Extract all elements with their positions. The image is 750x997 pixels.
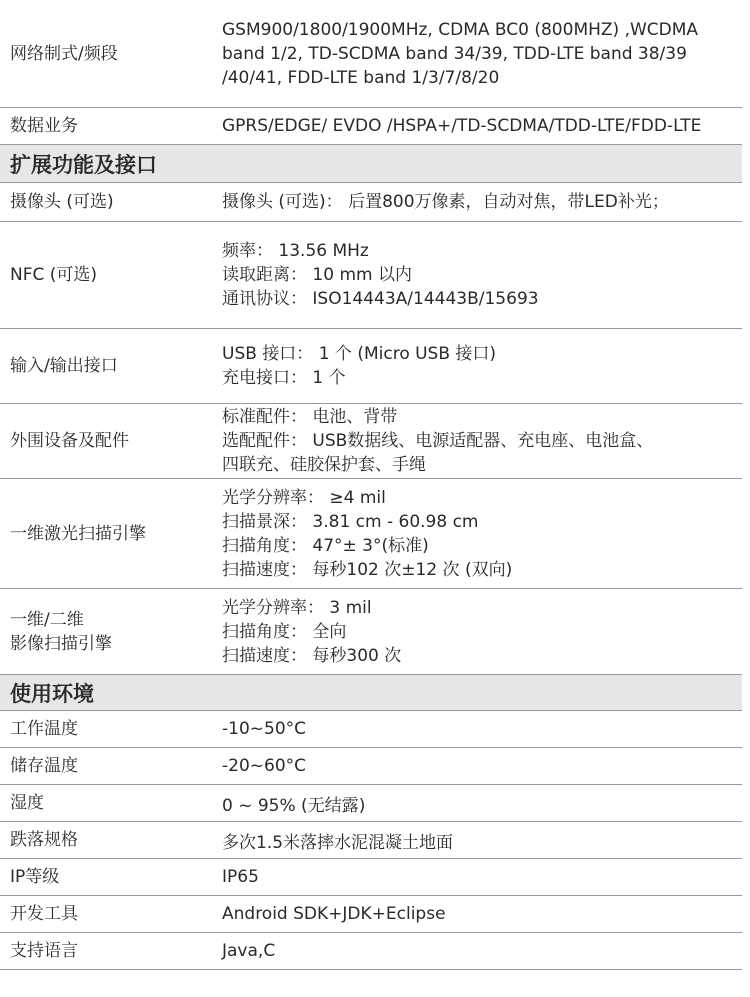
spec-row-io bbox=[0, 329, 742, 404]
value-line: GSM900/1800/1900MHz, CDMA BC0 (800MHZ) ,WCDMA bbox=[222, 19, 699, 40]
value-line: 选配配件： USB数据线、电源适配器、充电座、电池盒、 bbox=[222, 431, 654, 451]
row-value bbox=[222, 486, 742, 582]
value-line: 扫描角度： 全向 bbox=[222, 621, 347, 642]
value-line: 光学分辨率： ≥4 mil bbox=[222, 487, 386, 508]
spec-row-storage-temp bbox=[0, 748, 742, 785]
value-line: 四联充、硅胶保护套、手绳 bbox=[222, 455, 426, 475]
row-value: 0 ~ 95% (无结露) bbox=[222, 795, 366, 816]
row-label: 支持语言 bbox=[10, 941, 78, 961]
value-line: 读取距离： 10 mm 以内 bbox=[222, 265, 412, 285]
row-label: 储存温度 bbox=[10, 756, 78, 776]
label-line: 影像扫描引擎 bbox=[10, 633, 112, 654]
value-line: USB 接口： 1 个 (Micro USB 接口) bbox=[222, 344, 497, 364]
value-line: /40/41, FDD-LTE band 1/3/7/8/20 bbox=[222, 67, 500, 88]
spec-row-ip-rating bbox=[0, 859, 742, 896]
value-line: GPRS/EDGE/ EVDO /HSPA+/TD-SCDMA/TDD-LTE/FDD-LTE bbox=[222, 116, 702, 136]
row-label: 工作温度 bbox=[10, 719, 78, 739]
spec-row-dev-tools bbox=[0, 896, 742, 933]
row-label: 摄像头 (可选) bbox=[10, 192, 114, 212]
value-line: 扫描速度： 每秒300 次 bbox=[222, 645, 402, 666]
row-label: NFC (可选) bbox=[10, 265, 98, 285]
spec-row-languages bbox=[0, 933, 742, 970]
row-value: -20~60°C bbox=[222, 756, 307, 776]
row-label: 数据业务 bbox=[10, 116, 78, 136]
spec-row-accessories bbox=[0, 404, 742, 479]
label-line: 一维/二维 bbox=[10, 609, 84, 630]
row-label: 输入/输出接口 bbox=[10, 356, 118, 376]
spec-row-drop bbox=[0, 822, 742, 859]
value-line: 扫描速度： 每秒102 次±12 次 (双向) bbox=[222, 559, 513, 580]
value-line: 充电接口： 1 个 bbox=[222, 368, 346, 388]
row-label bbox=[0, 608, 222, 656]
value-line: 扫描角度： 47°± 3°(标准) bbox=[222, 535, 429, 556]
row-value bbox=[222, 405, 742, 477]
row-label: 外围设备及配件 bbox=[10, 431, 129, 451]
row-value: -10~50°C bbox=[222, 719, 307, 739]
row-value bbox=[222, 18, 742, 90]
spec-row-humidity bbox=[0, 785, 742, 822]
spec-row-nfc bbox=[0, 222, 742, 329]
row-value bbox=[222, 190, 742, 214]
row-label: 跌落规格 bbox=[10, 830, 78, 850]
value-line: 摄像头 (可选)： 后置800万像素，自动对焦，带LED补光； bbox=[222, 192, 669, 212]
row-value: Android SDK+JDK+Eclipse bbox=[222, 904, 446, 924]
value-line: 标准配件： 电池、背带 bbox=[222, 407, 398, 427]
spec-row-data-service bbox=[0, 108, 742, 145]
row-label: 开发工具 bbox=[10, 904, 78, 924]
spec-row-network bbox=[0, 0, 742, 108]
spec-row-laser-engine bbox=[0, 479, 742, 589]
row-value: 多次1.5米落摔水泥混凝土地面 bbox=[222, 832, 454, 853]
row-value: Java,C bbox=[222, 941, 276, 961]
row-value bbox=[222, 596, 742, 668]
value-line: 光学分辨率： 3 mil bbox=[222, 597, 372, 618]
row-label: 一维激光扫描引擎 bbox=[10, 523, 146, 544]
value-line: band 1/2, TD-SCDMA band 34/39, TDD-LTE band 38/39 bbox=[222, 43, 687, 64]
spec-row-imager-engine bbox=[0, 589, 742, 675]
spec-row-operating-temp bbox=[0, 711, 742, 748]
row-value bbox=[222, 239, 742, 311]
row-value bbox=[222, 114, 742, 138]
spec-row-camera bbox=[0, 183, 742, 222]
section-header-environment: 使用环境 bbox=[0, 675, 742, 711]
value-line: 扫描景深： 3.81 cm - 60.98 cm bbox=[222, 511, 479, 532]
row-label: 湿度 bbox=[10, 793, 44, 813]
value-line: 通讯协议： ISO14443A/14443B/15693 bbox=[222, 289, 539, 309]
section-header-expansion: 扩展功能及接口 bbox=[0, 145, 742, 183]
row-label: 网络制式/频段 bbox=[10, 43, 118, 64]
row-label: IP等级 bbox=[10, 867, 60, 887]
value-line: 频率： 13.56 MHz bbox=[222, 241, 369, 261]
row-value: IP65 bbox=[222, 867, 259, 887]
row-value bbox=[222, 342, 742, 390]
